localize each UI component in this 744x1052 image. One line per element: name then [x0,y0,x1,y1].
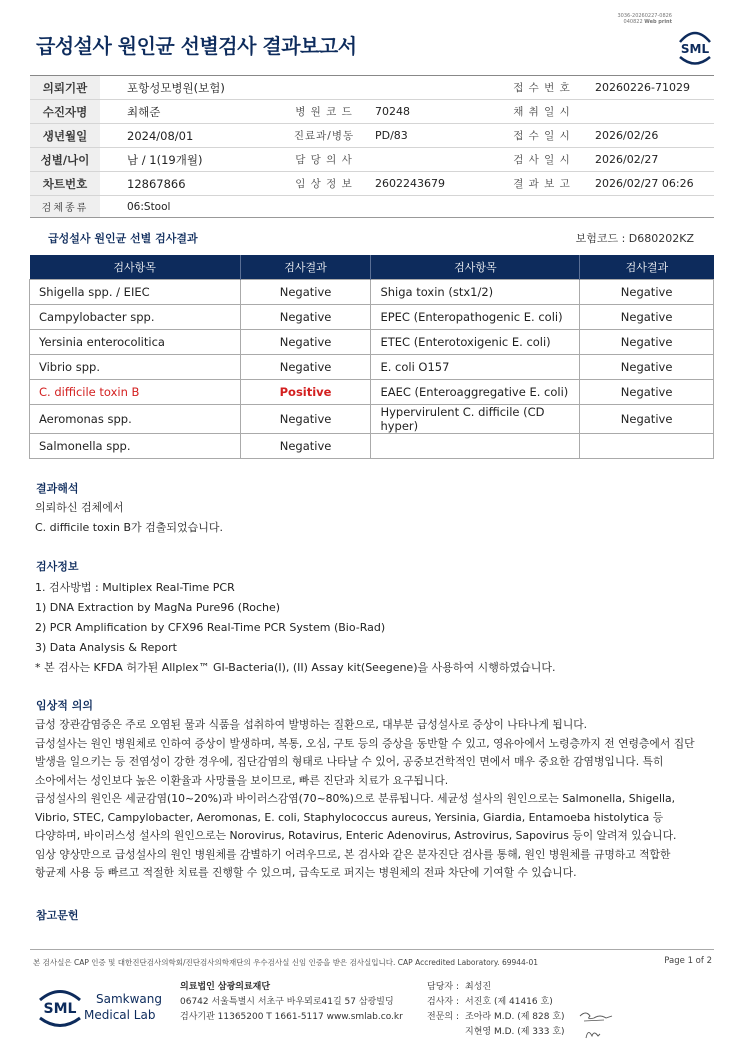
info-row [30,148,714,172]
clinical-line: 발생을 일으키는 등 전염성이 강한 경우에, 집단감염의 형태로 나타날 수 있어, 공중보건학적인 면에서 매우 중요한 감염병입니다. 특히 [35,755,664,768]
clinical-title: 임상적 의의 [36,699,93,712]
info-label: 생년월일 [30,124,100,147]
test-name: EAEC (Enteroaggregative E. coli) [371,379,580,404]
column-header: 검사결과 [580,255,714,279]
org-contact: 검사기관 11365200 T 1661-5117 www.smlab.co.kr [180,1012,403,1022]
patient-info-table [30,75,714,218]
test-info-line: 2) PCR Amplification by CFX96 Real-Time PCR System (Bio-Rad) [35,621,386,634]
info-value: 2602243679 [375,177,445,190]
column-header: 검사결과 [240,255,371,279]
results-table [29,255,714,459]
test-name: Salmonella spp. [30,433,241,458]
info-label: 차트번호 [30,172,100,195]
staff-name: 최성진 [465,982,492,992]
print-meta [617,13,672,25]
staff-name: 서진호 (제 41416 호) [465,997,553,1007]
test-info-line: * 본 검사는 KFDA 허가된 Allplex™ GI-Bacteria(I), (II) Assay kit(Seegene)을 사용하여 시행하였습니다. [35,661,556,674]
specimen-value: 06:Stool [127,200,171,213]
info-value: 2026/02/27 06:26 [595,177,694,190]
info-label: 의뢰기관 [30,76,100,99]
clinical-line: Vibrio, STEC, Campylobacter, Aeromonas, E. coli, Staphylococcus aureus, Yersinia, Giardia, Entamoeba histolytica 등 [35,810,664,824]
test-name: Vibrio spp. [30,354,241,379]
info-value: 포항성모병원(보험) [127,80,225,95]
staff-role: 전문의 : [427,1012,459,1022]
logo-line1: Samkwang [96,992,162,1006]
interpretation-line: C. difficile toxin B가 검출되었습니다. [35,521,224,534]
results-header-row [30,255,714,279]
info-label: 채 취 일 시 [513,106,571,118]
info-value: 2024/08/01 [127,128,194,143]
test-name: Yersinia enterocolitica [30,329,241,354]
staff-role: 담당자 : [427,982,459,992]
info-value: 최해준 [127,104,161,119]
test-result: Negative [240,354,371,379]
staff-row [427,995,565,1010]
info-label: 성별/나이 [30,148,100,171]
test-name: Aeromonas spp. [30,404,241,433]
info-label: 결 과 보 고 [513,178,571,190]
test-result: Negative [240,404,371,433]
info-label: 접 수 번 호 [513,82,571,94]
info-value: 2026/02/27 [595,153,659,166]
info-row [30,124,714,148]
staff-name: 지현영 M.D. (제 333 호) [465,1027,565,1037]
references-title: 참고문헌 [36,909,79,922]
test-result: Negative [580,279,714,304]
test-result: Negative [580,304,714,329]
test-info-line: 1. 검사방법 : Multiplex Real-Time PCR [35,581,235,594]
staff-role: 검사자 : [427,997,459,1007]
table-row [30,279,714,304]
accreditation-note: 본 검사실은 CAP 인증 및 대한진단검사의학회/진단검사의학재단의 우수검사실 신임 인증을 받은 검사실입니다. CAP Accredited Laboratory. 69944-01 [33,958,539,967]
test-result-positive: Positive [240,379,371,404]
organization-info [180,980,403,1025]
clinical-line: 급성설사의 원인은 세균감염(10~20%)과 바이러스감염(70~80%)으로 분류됩니다. 세균성 설사의 원인으로는 Salmonella, Shigella, [35,792,675,805]
staff-row [427,1010,565,1025]
clinical-line: 급성 장관감염증은 주로 오염된 물과 식품을 섭취하여 발병하는 질환으로, 대부분 급성설사로 증상이 나타나게 됩니다. [35,718,588,731]
clinical-line: 급성설사는 원인 병원체로 인하여 증상이 발생하며, 복통, 오심, 구토 등의 증상을 동반할 수 있고, 영유아에서 노령층까지 전 연령층에서 집단 [35,736,695,750]
table-row [30,354,714,379]
test-info-line: 1) DNA Extraction by MagNa Pure96 (Roche) [35,601,281,614]
print-meta-line2: 040822 Web print [623,19,672,25]
test-info-line: 3) Data Analysis & Report [35,641,177,654]
info-value: 2026/02/26 [595,129,659,142]
clinical-line: 소아에서는 성인보다 높은 이환율과 사망률을 보이므로, 빠른 진단과 치료가 요구됩니다. [35,773,449,787]
info-value: 남 / 1(19개월) [127,152,203,167]
org-address: 06742 서울특별시 서초구 바우뫼로41길 57 삼광빌딩 [180,997,394,1007]
test-name: E. coli O157 [371,354,580,379]
print-meta-line1: 3036-20260227-0826 [617,13,672,19]
samkwang-logo-icon [38,983,178,1029]
test-result: Negative [580,354,714,379]
specimen-row [30,196,714,218]
test-name: Shigella spp. / EIEC [30,279,241,304]
info-label: 진료과/병동 [293,130,355,142]
table-row [30,304,714,329]
info-label: 담 당 의 사 [295,154,353,166]
test-result: Negative [240,329,371,354]
footer-logo-mark: SML [43,1001,77,1017]
test-name: EPEC (Enteropathogenic E. coli) [371,304,580,329]
test-result: Negative [240,279,371,304]
info-value: PD/83 [375,129,408,142]
info-row [30,172,714,196]
clinical-line: 임상 양상만으로 급성설사의 원인 병원체를 감별하기 어려우므로, 본 검사와 같은 분자진단 검사를 통해, 원인 병원체를 규명하고 적합한 [35,847,671,861]
info-label: 병 원 코 드 [295,106,353,118]
test-result: Negative [240,304,371,329]
test-name [371,433,580,458]
interpretation-line: 의뢰하신 검체에서 [35,501,124,514]
info-label: 임 상 정 보 [295,178,353,190]
page-number: Page 1 of 2 [664,956,712,966]
test-info-text [35,578,556,678]
test-result: Negative [580,379,714,404]
info-value: 20260226-71029 [595,81,690,94]
sml-logo-text: SML [680,42,710,56]
staff-row [427,1025,565,1040]
interpretation-title: 결과해석 [36,482,79,495]
staff-role [427,1025,465,1040]
sml-logo-icon [676,26,714,66]
info-label: 수진자명 [30,100,100,123]
footer-divider [30,949,714,950]
table-row-positive [30,379,714,404]
info-row [30,100,714,124]
info-value: 70248 [375,105,410,118]
table-row [30,433,714,458]
info-label: 검 사 일 시 [513,154,571,166]
test-name: C. difficile toxin B [30,379,241,404]
test-name: Hypervirulent C. difficile (CD hyper) [371,404,580,433]
test-name: Campylobacter spp. [30,304,241,329]
staff-name: 조아라 M.D. (제 828 호) [465,1012,565,1022]
test-result: Negative [240,433,371,458]
staff-list [427,980,565,1040]
clinical-text [35,716,715,883]
staff-row [427,980,565,995]
org-name: 의료법인 삼광의료재단 [180,982,271,992]
info-label: 접 수 일 시 [513,130,571,142]
table-row [30,329,714,354]
table-row [30,404,714,433]
column-header: 검사항목 [30,255,241,279]
column-header: 검사항목 [371,255,580,279]
test-info-title: 검사정보 [36,560,79,573]
clinical-line: 항균제 사용 등 빠르고 적절한 치료를 진행할 수 있으며, 급속도로 퍼지는 병원체의 전파 차단에 기여할 수 있습니다. [35,866,577,879]
logo-line2: Medical Lab [84,1008,156,1022]
info-row [30,76,714,100]
page-title: 급성설사 원인균 선별검사 결과보고서 [36,34,357,58]
test-result [580,433,714,458]
clinical-line: 다양하며, 바이러스성 설사의 원인으로는 Norovirus, Rotavirus, Enteric Adenovirus, Astrovirus, Sapovirus 등이 알려져 있습니다. [35,829,677,842]
test-name: Shiga toxin (stx1/2) [371,279,580,304]
test-result: Negative [580,329,714,354]
signature-icon [576,1008,616,1044]
specimen-label: 검체종류 [30,196,100,217]
insurance-code: 보험코드 : D680202KZ [575,232,694,245]
test-name: ETEC (Enterotoxigenic E. coli) [371,329,580,354]
results-section-title: 급성설사 원인균 선별 검사결과 [48,232,198,245]
test-result: Negative [580,404,714,433]
interpretation-text [35,498,223,538]
info-value: 12867866 [127,176,186,191]
